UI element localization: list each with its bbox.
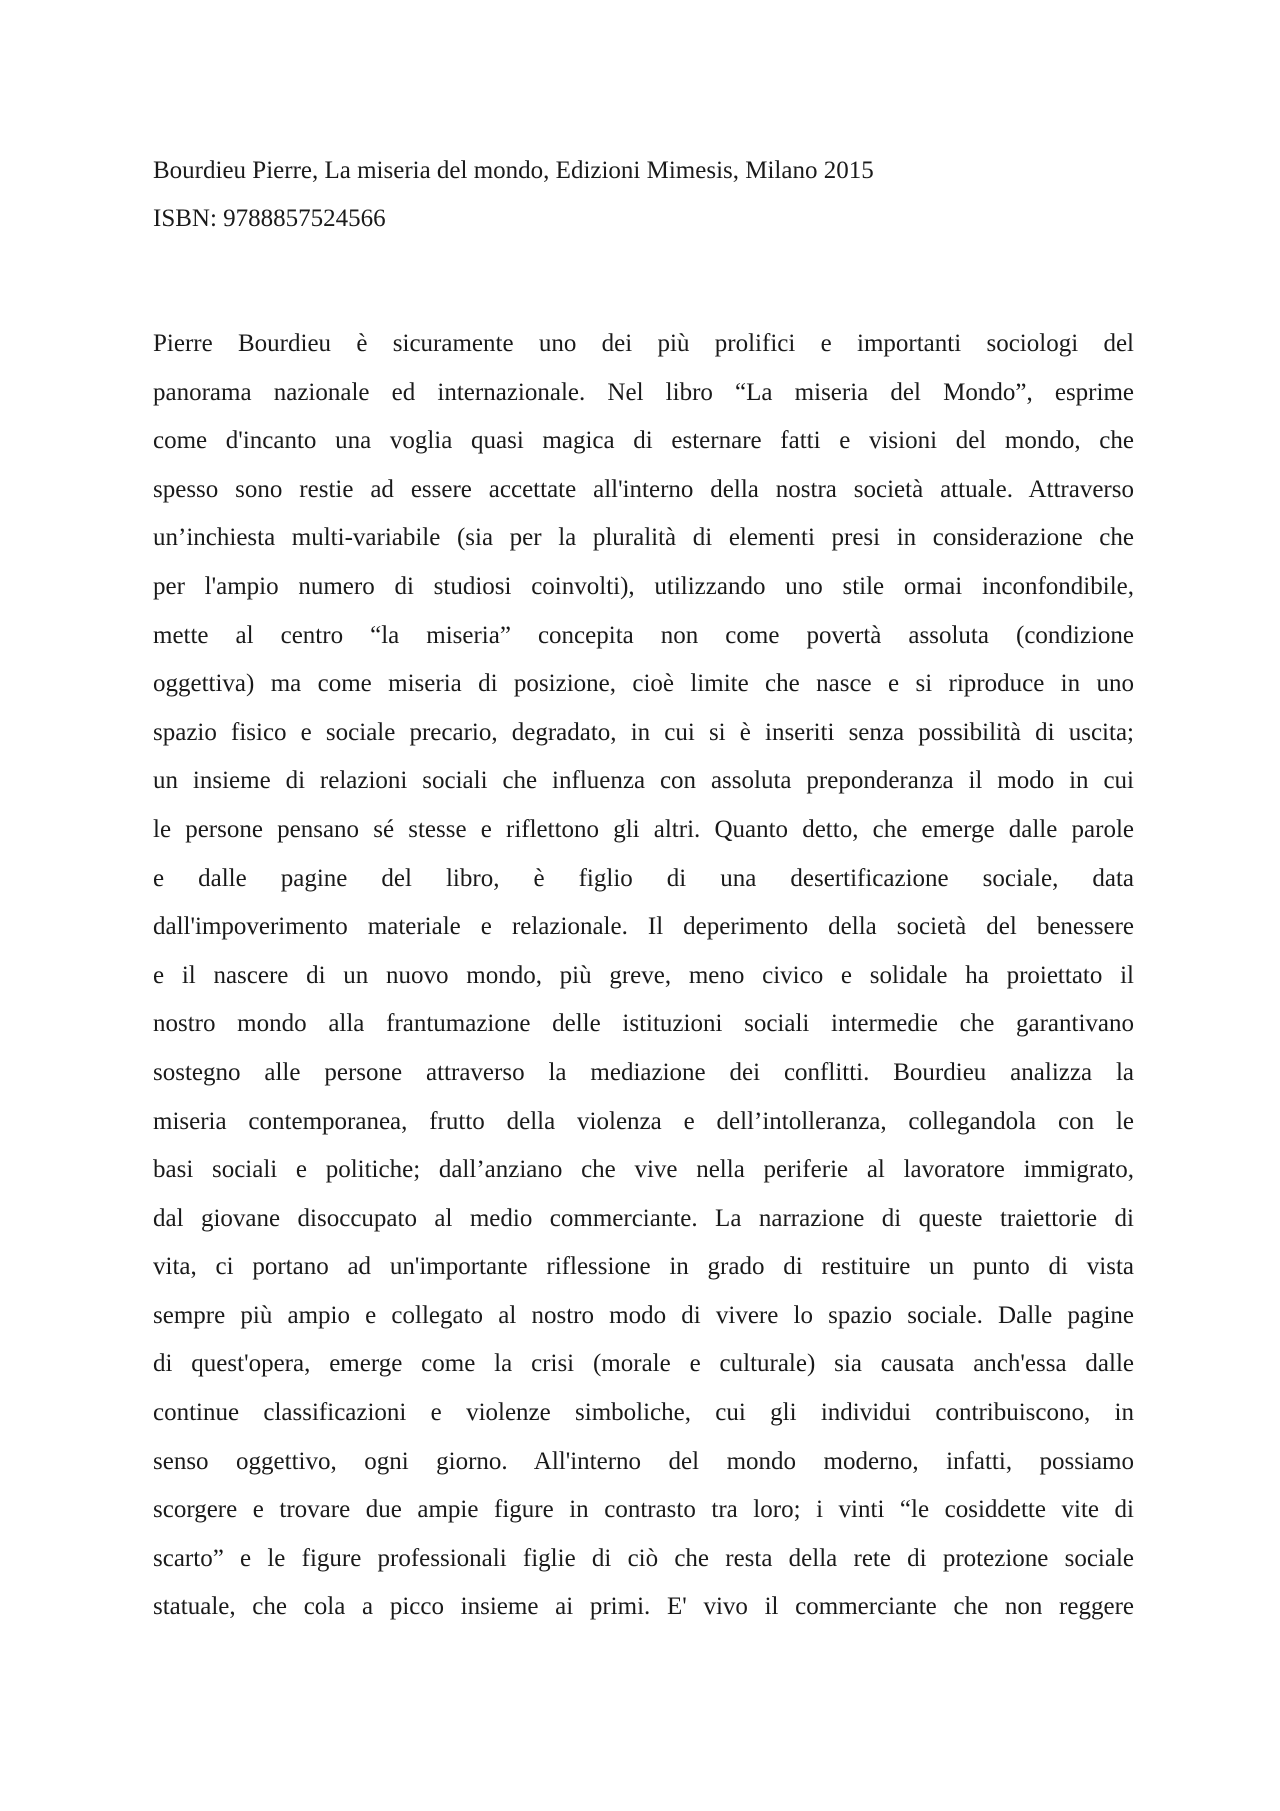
body-line: un insieme di relazioni sociali che influenza con assoluta preponderanza il modo in cui [153, 767, 1134, 795]
body-line: dal giovane disoccupato al medio commerciante. La narrazione di queste traiettorie di [153, 1204, 1134, 1232]
body-line: Pierre Bourdieu è sicuramente uno dei più prolifici e importanti sociologi del [153, 330, 1134, 357]
body-line: e dalle pagine del libro, è figlio di una desertificazione sociale, data [153, 864, 1134, 892]
body-line: vita, ci portano ad un'importante riflessione in grado di restituire un punto di vista [153, 1253, 1134, 1281]
body-line: di quest'opera, emerge come la crisi (morale e culturale) sia causata anch'essa dalle [153, 1350, 1134, 1378]
body-line: miseria contemporanea, frutto della violenza e dell’intolleranza, collegandola con le [153, 1107, 1134, 1135]
body-line: oggettiva) ma come miseria di posizione, cioè limite che nasce e si riproduce in uno [153, 670, 1134, 698]
body-line: nostro mondo alla frantumazione delle istituzioni sociali intermedie che garantivano [153, 1010, 1134, 1038]
body-line: dall'impoverimento materiale e relazionale. Il deperimento della società del benessere [153, 913, 1134, 941]
body-line: continue classificazioni e violenze simboliche, cui gli individui contribuiscono, in [153, 1399, 1134, 1427]
book-citation: Bourdieu Pierre, La miseria del mondo, Edizioni Mimesis, Milano 2015 [153, 157, 874, 184]
body-line: statuale, che cola a picco insieme ai primi. E' vivo il commerciante che non reggere [153, 1593, 1134, 1621]
body-line: spazio fisico e sociale precario, degradato, in cui si è inseriti senza possibilità di uscita; [153, 718, 1134, 746]
body-line: panorama nazionale ed internazionale. Nel libro “La miseria del Mondo”, esprime [153, 378, 1134, 406]
body-line: scarto” e le figure professionali figlie di ciò che resta della rete di protezione sociale [153, 1544, 1134, 1572]
body-line: per l'ampio numero di studiosi coinvolti), utilizzando uno stile ormai inconfondibile, [153, 572, 1134, 600]
body-line: sostegno alle persone attraverso la mediazione dei conflitti. Bourdieu analizza la [153, 1058, 1134, 1086]
body-line: un’inchiesta multi-variabile (sia per la pluralità di elementi presi in considerazione che [153, 524, 1134, 552]
body-line: e il nascere di un nuovo mondo, più greve, meno civico e solidale ha proiettato il [153, 961, 1134, 989]
review-body [153, 327, 1134, 1639]
body-line: come d'incanto una voglia quasi magica di esternare fatti e visioni del mondo, che [153, 427, 1134, 455]
body-line: mette al centro “la miseria” concepita non come povertà assoluta (condizione [153, 621, 1134, 649]
body-line: senso oggettivo, ogni giorno. All'interno del mondo moderno, infatti, possiamo [153, 1447, 1134, 1475]
document-header [153, 154, 1133, 250]
body-line: spesso sono restie ad essere accettate all'interno della nostra società attuale. Attraverso [153, 475, 1134, 503]
body-line: sempre più ampio e collegato al nostro modo di vivere lo spazio sociale. Dalle pagine [153, 1301, 1134, 1329]
body-line: le persone pensano sé stesse e riflettono gli altri. Quanto detto, che emerge dalle parole [153, 815, 1134, 843]
body-line: basi sociali e politiche; dall’anziano che vive nella periferie al lavoratore immigrato, [153, 1156, 1134, 1184]
isbn-line: ISBN: 9788857524566 [153, 205, 386, 232]
body-line: scorgere e trovare due ampie figure in contrasto tra loro; i vinti “le cosiddette vite di [153, 1496, 1134, 1524]
